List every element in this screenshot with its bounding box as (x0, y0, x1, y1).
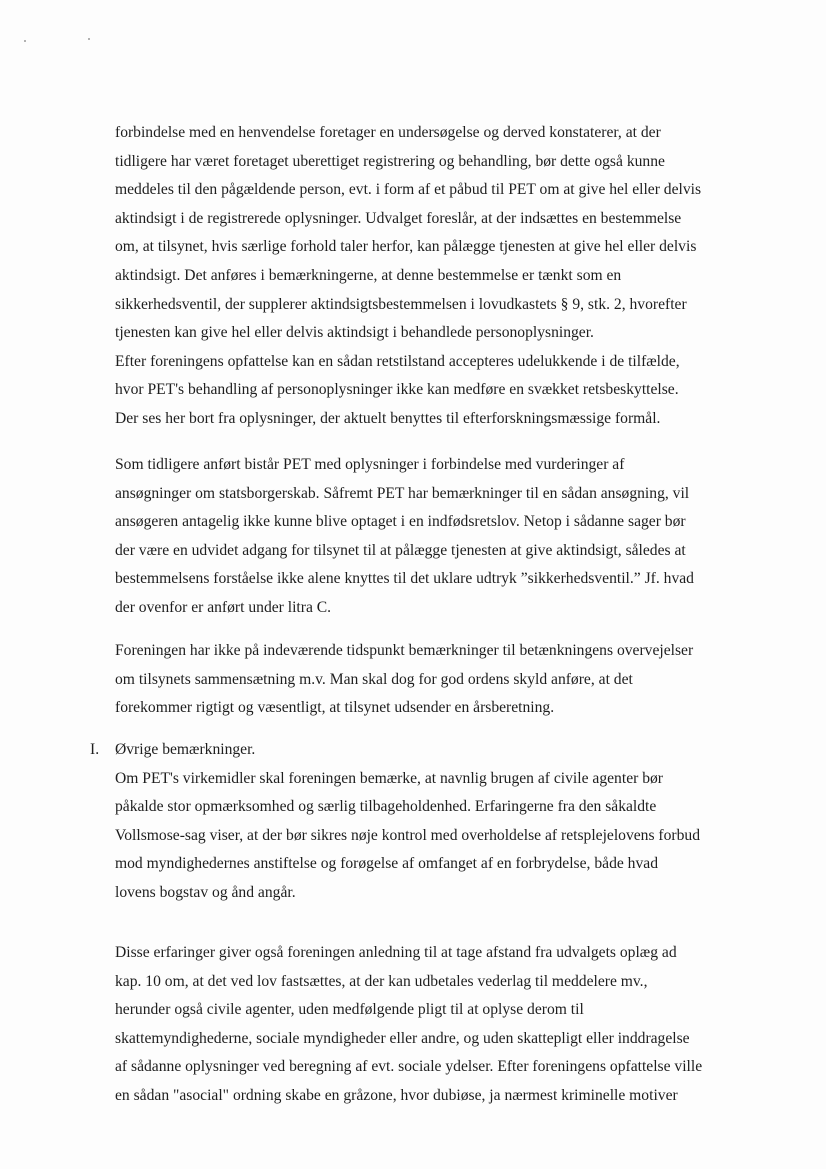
text-line: forekommer rigtigt og væsentligt, at tilsynet udsender en årsberetning. (115, 699, 555, 717)
scan-speck (24, 40, 26, 42)
text-line: Efter foreningens opfattelse kan en sådan retstilstand accepteres udelukkende i de tilfælde, (115, 352, 680, 370)
text-line: Foreningen har ikke på indeværende tidspunkt bemærkninger til betænkningens overvejelser (115, 642, 694, 659)
text-line: der ovenfor er anført under litra C. (115, 598, 332, 616)
text-line: påkalde stor opmærksomhed og særlig tilbageholdenhed. Erfaringerne fra den såkaldte (115, 798, 657, 816)
text-line: mod myndighedernes anstiftelse og forøgelse af omfanget af en forbrydelse, både hvad (115, 855, 658, 873)
section-marker: I. (90, 741, 100, 758)
text-line: lovens bogstav og ånd angår. (115, 883, 296, 901)
text-line: hvor PET's behandling af personoplysninger ikke kan medføre en svækket retsbeskyttelse. (115, 381, 679, 399)
text-line: skattemyndighederne, sociale myndigheder eller andre, og uden skattepligt eller inddragelse (115, 1029, 690, 1047)
paragraph-supervision (115, 637, 755, 723)
paragraph-citizenship (115, 451, 755, 623)
section-other-remarks (115, 736, 755, 908)
text-line: tjenesten kan give hel eller delvis aktindsigt i behandlede personoplysninger. (115, 324, 594, 342)
text-line: sikkerhedsventil, der supplerer aktindsigtsbestemmelsen i lovudkastets § 9, stk. 2, hvorefter (115, 295, 687, 313)
text-line: ansøgeren antagelig ikke kunne blive optaget i en indfødsretslov. Netop i sådanne sager bør (115, 513, 686, 531)
text-line: Der ses her bort fra oplysninger, der aktuelt benyttes til efterforskningsmæssige formål. (115, 409, 661, 427)
text-line: Vollsmose-sag viser, at der bør sikres nøje kontrol med overholdelse af retsplejelovens forbud (115, 826, 701, 844)
paragraph-continuation (115, 119, 755, 434)
text-line: om tilsynets sammensætning m.v. Man skal dog for god ordens skyld anføre, at det (115, 670, 633, 688)
paragraph-informants (115, 939, 755, 1111)
scan-speck (88, 38, 90, 40)
text-line: aktindsigt. Det anføres i bemærkningerne, at denne bestemmelse er tænkt som en (115, 266, 622, 284)
text-line: tidligere har været foretaget uberettiget registrering og behandling, bør dette også kunne (115, 152, 665, 170)
text-line: af sådanne oplysninger ved beregning af evt. sociale ydelser. Efter foreningens opfattelse ville (115, 1058, 703, 1076)
text-line: ansøgninger om statsborgerskab. Såfremt PET har bemærkninger til en sådan ansøgning, vil (115, 484, 690, 502)
text-line: meddeles til den pågældende person, evt. i form af et påbud til PET om at give hel eller delvis (115, 181, 702, 199)
text-line: der være en udvidet adgang for tilsynet til at pålægge tjenesten at give aktindsigt, således at (115, 541, 686, 559)
text-line: kap. 10 om, at det ved lov fastsættes, at der kan udbetales vederlag til meddelere mv., (115, 972, 648, 990)
text-line: bestemmelsens forståelse ikke alene knyttes til det uklare udtryk ”sikkerhedsventil.” Jf. hvad (115, 570, 694, 588)
section-heading: Øvrige bemærkninger. (115, 741, 256, 758)
text-line: aktindsigt i de registrerede oplysninger. Udvalget foreslår, at der indsættes en bestemmelse (115, 209, 682, 227)
text-line: en sådan "asocial" ordning skabe en gråzone, hvor dubiøse, ja nærmest kriminelle motiver (115, 1086, 678, 1104)
text-line: Om PET's virkemidler skal foreningen bemærke, at navnlig brugen af civile agenter bør (115, 769, 663, 787)
text-line: om, at tilsynet, hvis særlige forhold taler herfor, kan pålægge tjenesten at give hel eller delvis (115, 238, 697, 256)
text-line: forbindelse med en henvendelse foretager en undersøgelse og derved konstaterer, at der (115, 124, 661, 141)
text-line: herunder også civile agenter, uden medfølgende pligt til at oplyse derom til (115, 1001, 584, 1019)
text-line: Disse erfaringer giver også foreningen anledning til at tage afstand fra udvalgets oplæg ad (115, 944, 677, 961)
text-line: Som tidligere anført bistår PET med oplysninger i forbindelse med vurderinger af (115, 456, 625, 473)
